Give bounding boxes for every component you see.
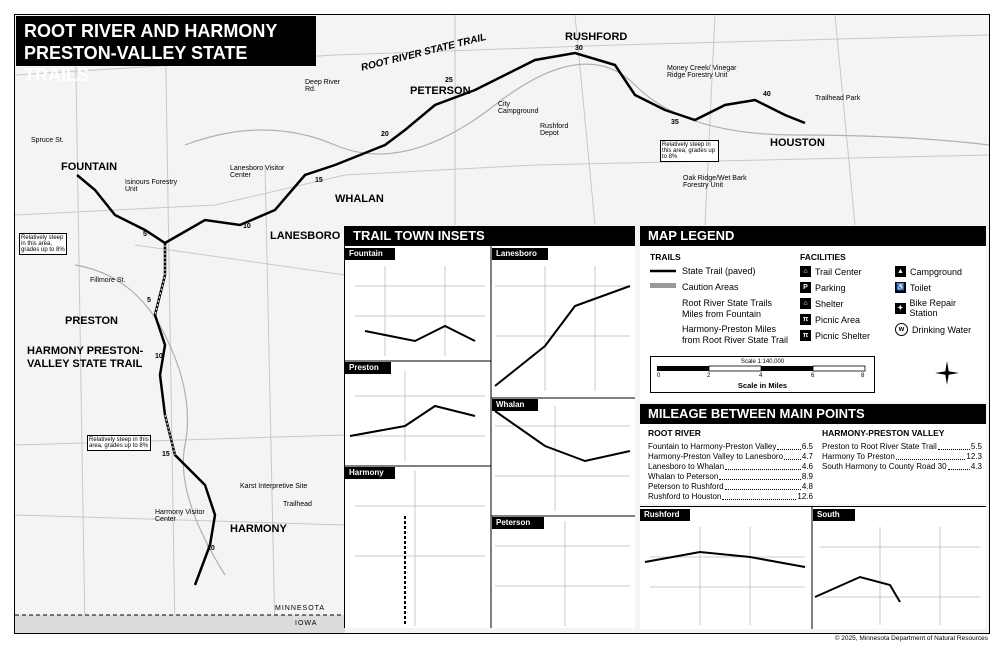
town-fountain: FOUNTAIN bbox=[61, 161, 118, 173]
mileage-miles: 12.6 bbox=[797, 492, 813, 501]
scale-tick-8: 8 bbox=[861, 373, 865, 379]
mileage-route: Fountain to Harmony-Preston Valley bbox=[648, 442, 777, 451]
shelter-icon: ⌂ bbox=[800, 298, 811, 309]
scale-tick-2: 2 bbox=[707, 373, 711, 379]
hp-mile-15: 15 bbox=[162, 451, 170, 458]
scale-tick-4: 4 bbox=[759, 373, 763, 379]
mile-15: 15 bbox=[315, 177, 323, 184]
legend-hp-miles: Harmony-Preston Miles from Root River State Trail bbox=[682, 324, 789, 345]
town-peterson: PETERSON bbox=[410, 85, 471, 97]
mile-5: 5 bbox=[143, 231, 147, 238]
legend-heading: MAP LEGEND bbox=[640, 226, 986, 246]
inset-lanesboro-label: Lanesboro bbox=[492, 248, 548, 260]
mileage-route: Peterson to Rushford bbox=[648, 482, 724, 491]
mileage-leader bbox=[938, 442, 970, 450]
scale-units: Scale in Miles bbox=[737, 381, 788, 390]
mileage-miles: 4.7 bbox=[801, 452, 813, 461]
mileage-route: Lanesboro to Whalan bbox=[648, 462, 725, 471]
mileage-miles: 5.5 bbox=[970, 442, 982, 451]
mileage-root-list bbox=[648, 442, 813, 502]
legend-facilities-head: FACILITIES bbox=[800, 252, 846, 262]
mileage-route: Whalan to Peterson bbox=[648, 472, 719, 481]
place-spruce-st: Spruce St. bbox=[31, 137, 64, 144]
place-rushford-depot: Rushford Depot bbox=[540, 123, 569, 137]
inset-fountain-label: Fountain bbox=[345, 248, 395, 260]
root-river-trail-label: ROOT RIVER STATE TRAIL bbox=[360, 31, 488, 74]
insets-grid bbox=[345, 246, 635, 628]
toilet-icon: ♿ bbox=[896, 284, 905, 291]
mile-35: 35 bbox=[671, 119, 679, 126]
inset-south-label: South bbox=[813, 509, 855, 521]
place-trailhead-park: Trailhead Park bbox=[815, 95, 861, 102]
mileage-route: Harmony To Preston bbox=[822, 452, 895, 461]
town-houston: HOUSTON bbox=[770, 137, 825, 149]
mileage-miles: 4.8 bbox=[801, 482, 813, 491]
mileage-row bbox=[648, 492, 813, 502]
state-minnesota: MINNESOTA bbox=[275, 605, 326, 612]
scale-ticks bbox=[657, 373, 868, 381]
town-lanesboro: LANESBORO bbox=[270, 230, 341, 242]
mileage-hp-list bbox=[822, 442, 982, 472]
legend-shelter: Shelter bbox=[815, 298, 844, 309]
insets-panel bbox=[344, 226, 635, 628]
legend-panel bbox=[640, 226, 986, 402]
place-money-creek: Money Creek/ Vinegar Ridge Forestry Unit bbox=[667, 65, 737, 79]
mileage-hp-head: HARMONY-PRESTON VALLEY bbox=[822, 428, 945, 438]
town-preston: PRESTON bbox=[65, 315, 118, 327]
legend-trail-symbols bbox=[650, 266, 680, 346]
scale-tick-0: 0 bbox=[657, 373, 661, 379]
legend-caution: Caution Areas bbox=[682, 282, 739, 292]
state-iowa: IOWA bbox=[295, 620, 318, 627]
north-arrow-icon bbox=[935, 361, 959, 385]
town-harmony: HARMONY bbox=[230, 523, 287, 535]
mileage-route: Harmony-Preston Valley to Lanesboro bbox=[648, 452, 784, 461]
map-title bbox=[16, 16, 316, 85]
place-harmony-vc: Harmony Visitor Center bbox=[155, 509, 205, 523]
mile-25: 25 bbox=[445, 77, 453, 84]
mile-30: 30 bbox=[575, 45, 583, 52]
town-whalan: WHALAN bbox=[335, 193, 384, 205]
mile-40: 40 bbox=[763, 91, 771, 98]
bike-repair-icon: ✦ bbox=[895, 303, 906, 314]
inset-peterson-label: Peterson bbox=[492, 517, 544, 529]
bottom-insets bbox=[640, 506, 986, 629]
place-lanesboro-vc: Lanesboro Visitor Center bbox=[230, 165, 285, 179]
scale-label: Scale 1:140,000 bbox=[740, 359, 785, 365]
picnic-shelter-icon: π bbox=[800, 330, 811, 341]
legend-toilet: Toilet bbox=[910, 282, 932, 293]
legend-state-trail: State Trail (paved) bbox=[682, 266, 756, 276]
mile-20: 20 bbox=[381, 131, 389, 138]
hp-mile-5: 5 bbox=[147, 297, 151, 304]
mileage-leader bbox=[725, 482, 801, 490]
legend-trails-head: TRAILS bbox=[650, 252, 681, 262]
mileage-leader bbox=[777, 442, 801, 450]
hp-trail-label-line2: VALLEY STATE TRAIL bbox=[27, 358, 143, 370]
legend-parking: Parking bbox=[815, 282, 846, 293]
mileage-heading: MILEAGE BETWEEN MAIN POINTS bbox=[640, 404, 986, 424]
mileage-leader bbox=[948, 462, 970, 470]
mileage-miles: 4.3 bbox=[970, 462, 982, 471]
mileage-miles: 12.3 bbox=[966, 452, 982, 461]
mileage-route: Rushford to Houston bbox=[648, 492, 722, 501]
caution-note-3: Relatively steep in this area, grades up to 8% bbox=[660, 140, 719, 162]
harmony-preston-trail-line bbox=[155, 243, 215, 585]
mileage-leader bbox=[719, 472, 801, 480]
inset-preston-label: Preston bbox=[345, 362, 391, 374]
legend-picnic-shelter: Picnic Shelter bbox=[815, 330, 871, 341]
place-oak-ridge: Oak Ridge/Wet Bark Forestry Unit bbox=[683, 175, 747, 189]
title-line2: PRESTON-VALLEY STATE TRAILS bbox=[24, 43, 248, 85]
mileage-route: Preston to Root River State Trail bbox=[822, 442, 937, 451]
legend-fac-col1 bbox=[800, 266, 870, 341]
mileage-miles: 8.9 bbox=[801, 472, 813, 481]
legend-campground: Campground bbox=[910, 266, 963, 277]
title-line1: ROOT RIVER AND HARMONY bbox=[24, 21, 278, 41]
copyright: © 2025, Minnesota Department of Natural Resources bbox=[834, 635, 988, 642]
insets-heading: TRAIL TOWN INSETS bbox=[345, 226, 635, 246]
mileage-row bbox=[648, 452, 813, 462]
caution-note-2: Relatively steep in this area, grades up to 8% bbox=[87, 435, 151, 451]
bottom-inset-maps bbox=[640, 507, 986, 629]
mile-10: 10 bbox=[243, 223, 251, 230]
place-karst: Karst Interpretive Site bbox=[240, 483, 308, 490]
town-rushford: RUSHFORD bbox=[565, 31, 628, 43]
picnic-area-icon: π bbox=[800, 314, 811, 325]
hp-trail-label-line1: HARMONY PRESTON- bbox=[27, 345, 144, 357]
drinking-water-icon: w bbox=[895, 323, 908, 336]
place-fillmore-st: Fillmore St. bbox=[90, 277, 126, 284]
legend-fac-col2 bbox=[895, 266, 983, 336]
mileage-row bbox=[648, 482, 813, 492]
inset-harmony-label: Harmony bbox=[345, 467, 395, 479]
scale-bar bbox=[657, 365, 867, 373]
inset-rushford-label: Rushford bbox=[640, 509, 690, 521]
parking-icon: P bbox=[800, 282, 811, 293]
legend-picnic-area: Picnic Area bbox=[815, 314, 861, 325]
mileage-leader bbox=[722, 492, 796, 500]
mileage-leader bbox=[725, 462, 801, 470]
caution-note-1: Relatively steep in this area, grades up to 8% bbox=[19, 233, 67, 255]
scale-bar-box bbox=[650, 356, 875, 393]
legend-bike-repair: Bike Repair Station bbox=[909, 298, 957, 318]
legend-drinking-water: Drinking Water bbox=[912, 324, 972, 335]
mileage-row bbox=[822, 452, 982, 462]
trail-center-icon: ⌂ bbox=[800, 266, 811, 277]
mileage-root-head: ROOT RIVER bbox=[648, 428, 701, 438]
place-city-campground: City Campground bbox=[498, 101, 539, 115]
mileage-route: South Harmony to County Road 30 bbox=[822, 462, 947, 471]
place-trailhead: Trailhead bbox=[283, 501, 312, 508]
hp-mile-10: 10 bbox=[155, 353, 163, 360]
campground-icon: ▲ bbox=[895, 266, 906, 277]
mileage-row bbox=[648, 442, 813, 452]
place-isinours: Isinours Forestry Unit bbox=[125, 179, 178, 193]
mileage-miles: 4.6 bbox=[801, 462, 813, 471]
mileage-row bbox=[648, 472, 813, 482]
hp-trail-label bbox=[27, 345, 143, 371]
inset-whalan-label: Whalan bbox=[492, 399, 538, 411]
mileage-leader bbox=[784, 452, 801, 460]
mileage-row bbox=[648, 462, 813, 472]
mileage-leader bbox=[896, 452, 966, 460]
mileage-panel bbox=[640, 404, 986, 504]
hp-mile-20: 20 bbox=[207, 545, 215, 552]
mileage-row bbox=[822, 442, 982, 452]
mileage-miles: 6.5 bbox=[801, 442, 813, 451]
place-deep-river: Deep River Rd. bbox=[305, 79, 341, 93]
mileage-row bbox=[822, 462, 982, 472]
scale-tick-6: 6 bbox=[811, 373, 815, 379]
legend-trail-center: Trail Center bbox=[815, 266, 862, 277]
legend-rr-miles: Root River State Trails Miles from Fountain bbox=[682, 298, 773, 319]
